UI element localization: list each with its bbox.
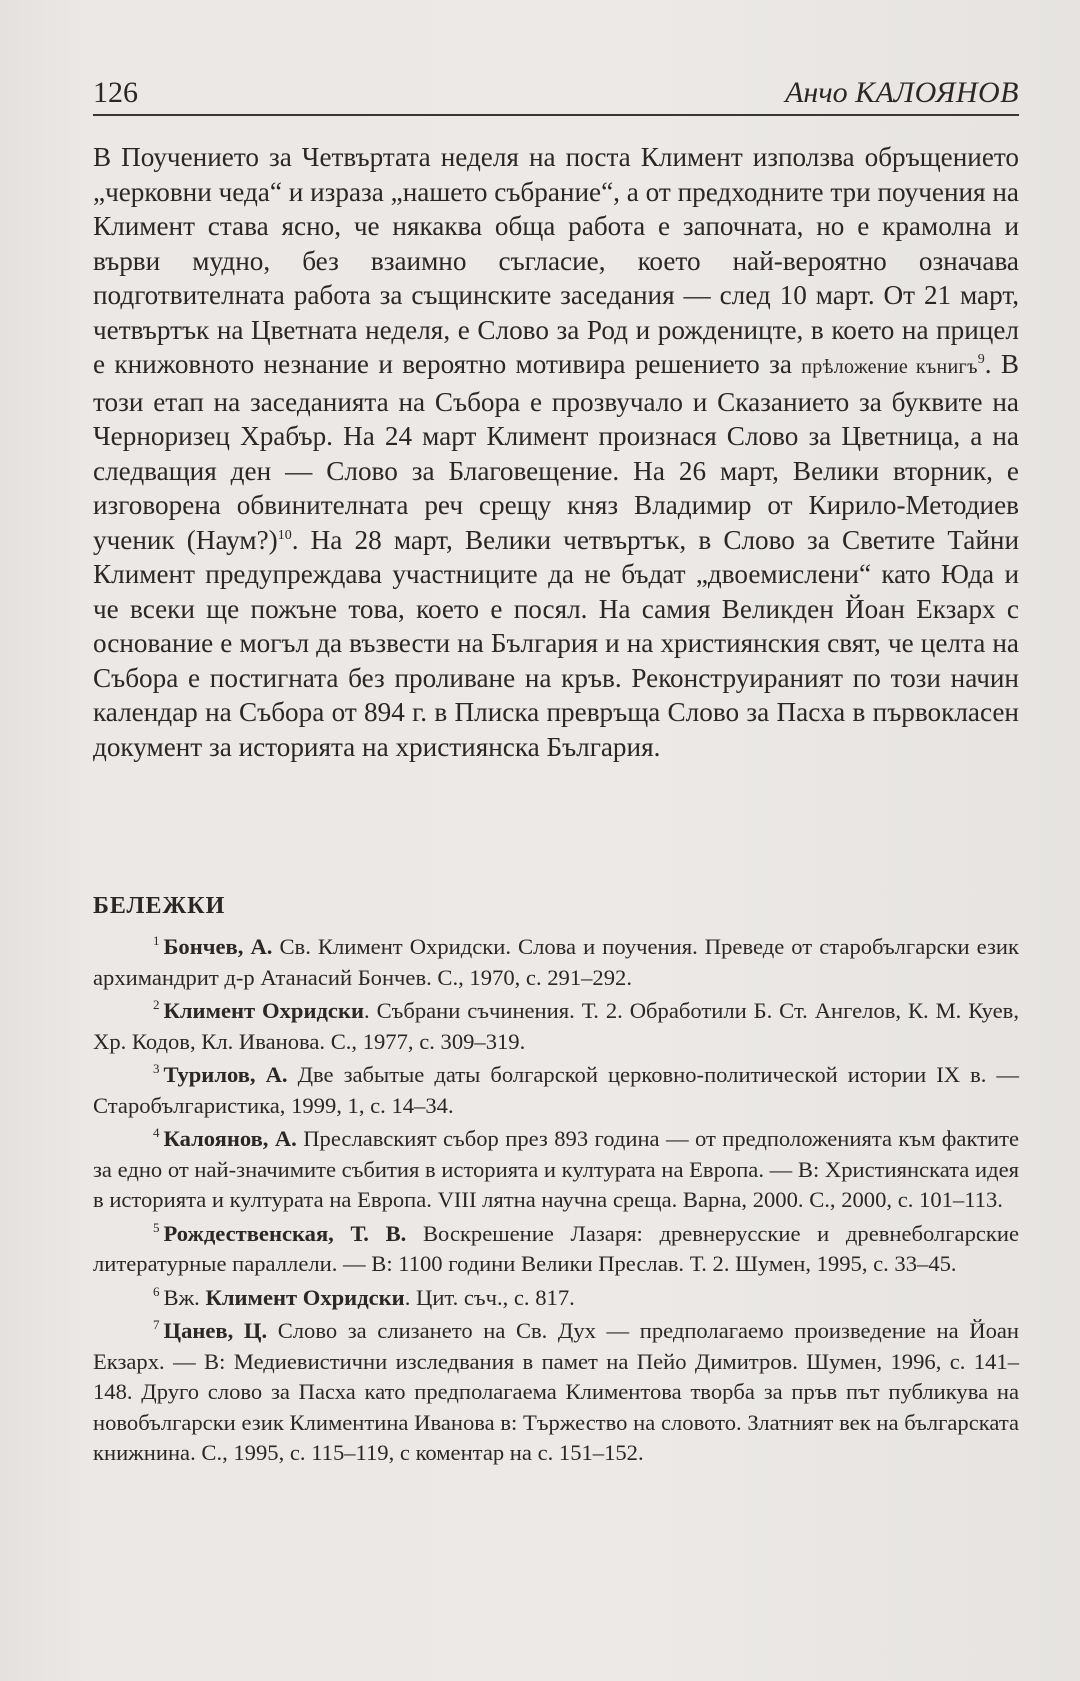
text-run: . На 28 март, Велики четвъртък, в Слово за Светите Тайни Климент предупреждава участниците да не бъдат „двоемислени“ като Юда и че всеки ще пожъне това, което е посял. На самия Великден Йоан Екзарх с основание е могъл да възвести на България и на християнския свят, че целта на Събора е постигната без проливане на кръв. Реконструираният по този начин календар на Събора от 894 г. в Плиска превръща Слово за Пасха в първокласен документ за историята на християнска България. [93,524,1020,762]
note-text: Воскрешение Лазаря: древнерусские и древнеболгарские литературные параллели. — В: 1100 години Велики Преслав. Т. 2. Шумен, 1995, с. 33–45. [93,1220,1020,1276]
note-author: Рождественская, Т. В. [163,1220,407,1246]
note-number: 4 [153,1125,160,1141]
note-item [93,1219,1019,1280]
footnote-ref-10: 10 [277,527,292,543]
note-item [93,1124,1019,1216]
note-item [93,932,1019,993]
note-text: Слово за слизането на Св. Дух — предполагаемо произведение на Йоан Екзарх. — В: Медиевистични изследвания в памет на Пейо Димитров. Шумен, 1996, с. 141–148. Друго слово за Пасха като предполагаема Климентова творба за пръв път публикува на новобългарски език Климентина Иванова в: Тържество на словото. Златният век на българската книжнина. С., 1995, с. 115–119, с коментар на с. 151–152. [93,1318,1019,1465]
note-number: 3 [153,1061,160,1077]
note-number: 7 [153,1317,160,1333]
note-prefix: Вж. [163,1284,206,1310]
author-last-name: КАЛОЯНОВ [855,76,1019,109]
note-text: . Събрани съчинения. Т. 2. Обработили Б. Ст. Ангелов, К. М. Куев, Хр. Кодов, Кл. Иванова. С., 1977, с. 309–319. [93,998,1019,1054]
note-number: 5 [153,1219,160,1235]
page-number: 126 [93,76,138,109]
note-author: Бончев, А. [163,934,273,959]
footnote-ref-9: 9 [977,351,985,367]
note-author: Климент Охридски [205,1284,405,1310]
author-first-name: Анчо [785,76,848,109]
running-header [93,74,1019,116]
text-run: В Поучението за Четвъртата неделя на поста Климент използва обръщението „черковни чеда“ и израза „нашето събрание“, а от предходните три поучения на Климент става ясно, че някаква обща работа е започната, но е крамолна и върви мудно, без взаимно съгласие, което най-вероятно означава подготвителната работа за същинските заседания — след 10 март. От 21 март, четвъртък на Цветната неделя, е Слово за Род и рожденицте, в което на прицел е книжовното незнание и вероятно мотивира решението за [93,142,1019,379]
note-number: 6 [153,1283,160,1299]
running-author [785,76,1019,110]
note-text: Св. Климент Охридски. Слова и поучения. Преведе от старобългарски език архимандрит д-р Атанасий Бончев. С., 1970, с. 291–292. [93,934,1019,990]
notes-list [93,932,1019,1472]
note-text: Две забытые даты болгарской церковно-политической истории IX в. — Старобългаристика, 1999, 1, с. 14–34. [93,1062,1019,1118]
note-number: 2 [153,997,160,1013]
paragraph [93,140,1019,764]
note-author: Цанев, Ц. [163,1318,268,1343]
note-author: Турилов, А. [163,1062,288,1087]
text-run: . В този етап на заседанията на Събора е прозвучало и Сказанието за буквите на Черноризец Храбър. На 24 март Климент произнася Слово за Цветница, а на следващия ден — Слово за Благовещение. На 26 март, Велики вторник, е изговорена обвинителната реч срещу княз Владимир от Кирило-Методиев ученик (Наум?) [93,349,1020,555]
note-author: Калоянов, А. [163,1126,297,1151]
note-item [93,1283,1019,1314]
note-number: 1 [153,933,160,949]
note-item [93,996,1019,1057]
note-text: Преславският събор през 893 година — от предположенията към фактите за едно от най-значимите събития в историята и културата на Европа. — В: Християнската идея в историята и културата на Европа. VIII лятна научна среща. Варна, 2000. С., 2000, с. 101–113. [93,1126,1019,1212]
note-item [93,1316,1019,1469]
note-text: . Цит. съч., с. 817. [404,1284,575,1310]
old-slavonic-phrase: прѣложение кънигъ [801,356,978,378]
main-paragraph [93,140,1019,764]
notes-heading: БЕЛЕЖКИ [93,893,226,919]
note-item [93,1060,1019,1121]
note-author: Климент Охридски [163,998,364,1023]
